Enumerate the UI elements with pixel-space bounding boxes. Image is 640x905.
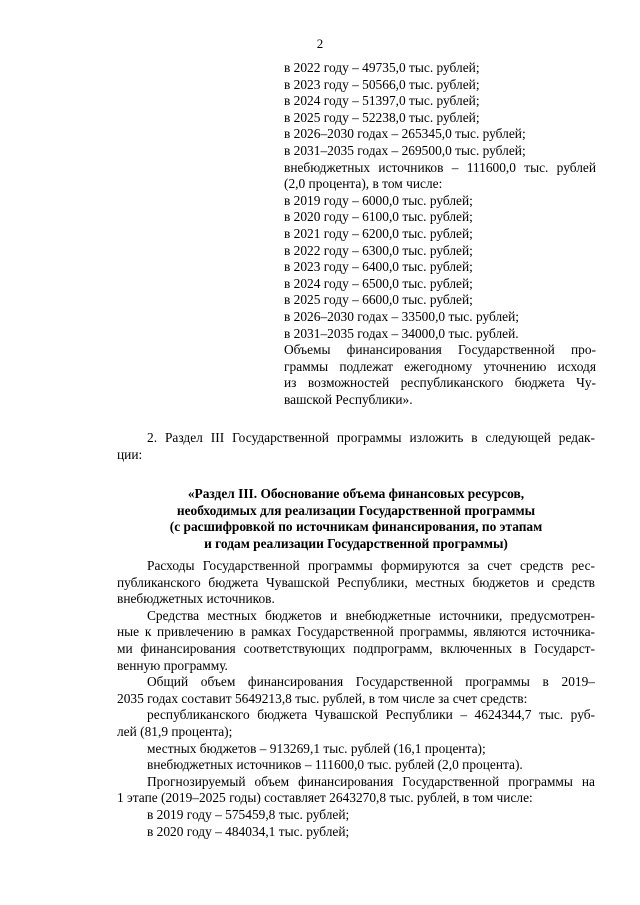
list-item: в 2022 году – 49735,0 тыс. рублей; xyxy=(284,60,480,75)
paragraph-line: Расходы Государственной программы формируются за счет средств рес- xyxy=(147,558,595,573)
paragraph-line: в 2019 году – 575459,8 тыс. рублей; xyxy=(147,806,350,822)
list-item: в 2025 году – 52238,0 тыс. рублей; xyxy=(284,109,480,125)
list-item: в 2019 году – 6000,0 тыс. рублей; xyxy=(284,192,473,208)
section-body xyxy=(117,558,595,840)
paragraph-line: в 2020 году – 484034,1 тыс. рублей; xyxy=(147,823,350,839)
list-item: в 2022 году – 6300,0 тыс. рублей; xyxy=(284,242,473,258)
paragraph xyxy=(117,774,595,807)
paragraph-line: ции: xyxy=(117,446,143,462)
paragraph-line: публиканского бюджета Чувашской Республики, местных бюджетов и средств xyxy=(117,574,595,590)
list-item: Объемы финансирования Государственной про- xyxy=(284,342,596,358)
list-item: в 2021 году – 6200,0 тыс. рублей; xyxy=(284,225,473,241)
paragraph-line: внебюджетных источников – 111600,0 тыс. рублей (2,0 процента). xyxy=(147,757,523,773)
section-title-line: и годам реализации Государственной программы) xyxy=(204,535,508,551)
list-item: в 2024 году – 6500,0 тыс. рублей; xyxy=(284,275,473,291)
paragraph xyxy=(117,674,595,707)
section-title xyxy=(117,486,595,552)
paragraph-line: 2035 годах составит 5649213,8 тыс. рублей, в том числе за счет средств: xyxy=(117,690,528,706)
paragraph-line: 2. Раздел III Государственной программы изложить в следующей редак- xyxy=(147,430,595,445)
paragraph xyxy=(117,558,595,608)
paragraph-line: ми финансирования соответствующих подпрограмм, включенных в Государст- xyxy=(117,640,595,656)
paragraph xyxy=(117,608,595,674)
paragraph-line: местных бюджетов – 913269,1 тыс. рублей (16,1 процента); xyxy=(147,740,486,756)
paragraph-line: 1 этапе (2019–2025 годы) составляет 2643270,8 тыс. рублей, в том числе: xyxy=(117,790,533,806)
paragraph-line: Общий объем финансирования Государственной программы в 2019– xyxy=(147,674,595,690)
list-item: в 2023 году – 50566,0 тыс. рублей; xyxy=(284,76,480,92)
list-item: из возможностей республиканского бюджета Чу- xyxy=(284,375,596,391)
financing-continuation xyxy=(284,60,596,408)
list-item: граммы подлежат ежегодному уточнению исходя xyxy=(284,358,596,374)
section-title-line: необходимых для реализации Государственной программы xyxy=(176,502,536,518)
page-number: 2 xyxy=(316,36,324,51)
list-item: в 2020 году – 6100,0 тыс. рублей; xyxy=(284,209,473,225)
paragraph-line: Прогнозируемый объем финансирования Государственной программы на xyxy=(147,773,595,789)
list-item: (2,0 процента), в том числе: xyxy=(284,176,443,192)
list-item: в 2031–2035 годах – 34000,0 тыс. рублей. xyxy=(284,325,519,341)
list-item: в 2023 году – 6400,0 тыс. рублей; xyxy=(284,259,473,275)
paragraph-line: Средства местных бюджетов и внебюджетные источники, предусмотрен- xyxy=(147,607,595,623)
list-item: в 2025 году – 6600,0 тыс. рублей; xyxy=(284,292,473,308)
amendment-item-2 xyxy=(117,430,595,463)
list-item: в 2026–2030 годах – 265345,0 тыс. рублей; xyxy=(284,126,526,142)
list-item: вашской Республики». xyxy=(284,391,413,407)
list-item: внебюджетных источников – 111600,0 тыс. рублей xyxy=(284,159,596,175)
paragraph-line: лей (81,9 процента); xyxy=(117,723,233,739)
paragraph xyxy=(117,707,595,740)
list-item: в 2024 году – 51397,0 тыс. рублей; xyxy=(284,93,480,109)
list-item: в 2026–2030 годах – 33500,0 тыс. рублей; xyxy=(284,308,519,324)
section-title-line: «Раздел III. Обоснование объема финансовых ресурсов, xyxy=(187,486,525,501)
paragraph-line: внебюджетных источников. xyxy=(117,591,275,607)
paragraph-line: венную программу. xyxy=(117,657,228,673)
paragraph-line: республиканского бюджета Чувашской Республики – 4624344,7 тыс. руб- xyxy=(147,707,595,723)
paragraph-line: ные к привлечению в рамках Государственной программы, являются источника- xyxy=(117,624,595,640)
list-item: в 2031–2035 годах – 269500,0 тыс. рублей; xyxy=(284,142,526,158)
section-title-line: (с расшифровкой по источникам финансирования, по этапам xyxy=(169,519,543,535)
